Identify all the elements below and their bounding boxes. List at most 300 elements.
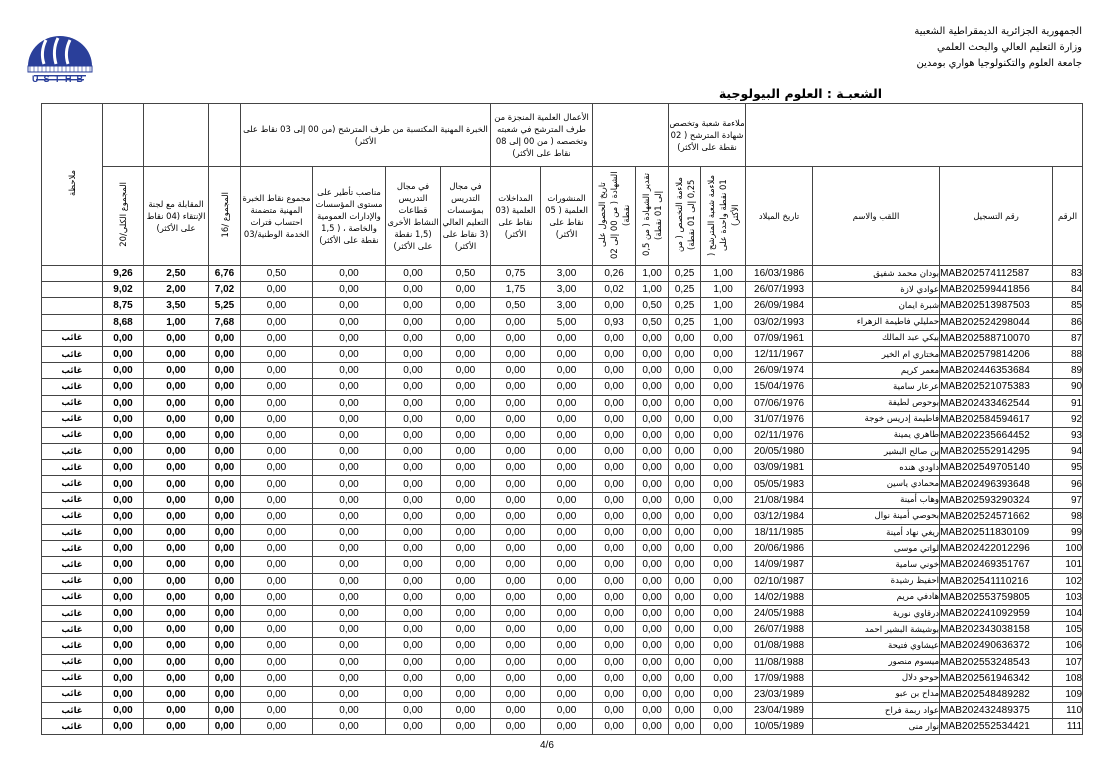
cell-publications: 0,00 [541,508,593,524]
col-degree-grade-header: تقدير الشهادة ( من 0,5 إلى 01 نقطة) [636,167,669,266]
cell-exp-sectors: 0,00 [386,605,441,621]
cell-exp-total: 0,00 [241,314,313,330]
cell-degree-date: 0,00 [593,573,636,589]
cell-exp-total: 0,00 [241,330,313,346]
cell-branch-fit: 0,00 [701,508,746,524]
cell-exp-sectors: 0,00 [386,282,441,298]
cell-exp-higher: 0,00 [441,719,491,735]
cell-exp-total: 0,00 [241,573,313,589]
cell-degree-date: 0,00 [593,330,636,346]
table-row [42,460,1083,476]
col-total16-header: المجموع /16 [209,167,241,266]
table-row [42,686,1083,702]
cell-total16: 0,00 [209,346,241,362]
cell-communications: 0,00 [491,411,541,427]
cell-exp-total: 0,50 [241,266,313,282]
cell-branch-fit: 0,00 [701,363,746,379]
cell-no: 83 [1053,266,1083,282]
cell-branch-fit: 0,00 [701,525,746,541]
cell-total20: 0,00 [103,508,144,524]
table-row [42,444,1083,460]
cell-branch-fit: 0,00 [701,476,746,492]
institution-header [914,24,1082,72]
cell-interview: 0,00 [144,541,209,557]
cell-total16: 0,00 [209,508,241,524]
cell-degree-grade: 0,00 [636,638,669,654]
cell-name: هادفي مريم [813,589,940,605]
table-row [42,573,1083,589]
cell-total16: 0,00 [209,541,241,557]
cell-birth: 03/02/1993 [746,314,813,330]
table-row [42,379,1083,395]
cell-degree-grade: 0,00 [636,654,669,670]
table-row [42,557,1083,573]
cell-degree-date: 0,00 [593,492,636,508]
cell-birth: 20/06/1986 [746,541,813,557]
cell-degree-grade: 0,00 [636,330,669,346]
cell-branch-fit: 0,00 [701,589,746,605]
cell-exp-higher: 0,00 [441,395,491,411]
cell-exp-mgmt: 0,00 [313,525,386,541]
cell-birth: 26/07/1988 [746,622,813,638]
table-row [42,298,1083,314]
cell-spec-fit: 0,00 [669,557,701,573]
cell-no: 107 [1053,654,1083,670]
col-reg-header: رقم التسجيل [940,167,1053,266]
cell-degree-date: 0,00 [593,346,636,362]
cell-degree-date: 0,00 [593,411,636,427]
cell-publications: 0,00 [541,670,593,686]
table-row [42,427,1083,443]
cell-exp-total: 0,00 [241,379,313,395]
cell-degree-grade: 0,00 [636,363,669,379]
cell-name: لواتي موسى [813,541,940,557]
cell-note: غائب [42,541,103,557]
cell-exp-sectors: 0,00 [386,622,441,638]
col-note-header: ملاحظة [42,104,103,266]
cell-communications: 1,75 [491,282,541,298]
cell-communications: 0,75 [491,266,541,282]
cell-degree-grade: 0,00 [636,703,669,719]
cell-branch-fit: 1,00 [701,282,746,298]
cell-exp-sectors: 0,00 [386,557,441,573]
cell-interview: 0,00 [144,508,209,524]
cell-degree-grade: 0,50 [636,298,669,314]
cell-branch-fit: 0,00 [701,638,746,654]
cell-exp-mgmt: 0,00 [313,605,386,621]
cell-communications: 0,00 [491,395,541,411]
cell-exp-mgmt: 0,00 [313,492,386,508]
cell-birth: 23/04/1989 [746,703,813,719]
cell-branch-fit: 0,00 [701,379,746,395]
cell-degree-date: 0,00 [593,541,636,557]
col-birth-header: تاريخ الميلاد [746,167,813,266]
cell-spec-fit: 0,00 [669,686,701,702]
cell-birth: 03/12/1984 [746,508,813,524]
table-row [42,476,1083,492]
cell-reg: MAB202521075383 [940,379,1053,395]
cell-note: غائب [42,605,103,621]
cell-exp-higher: 0,00 [441,314,491,330]
cell-branch-fit: 0,00 [701,460,746,476]
cell-exp-total: 0,00 [241,605,313,621]
cell-total16: 6,76 [209,266,241,282]
cell-no: 98 [1053,508,1083,524]
cell-exp-mgmt: 0,00 [313,476,386,492]
cell-branch-fit: 0,00 [701,703,746,719]
cell-degree-grade: 0,00 [636,670,669,686]
cell-interview: 1,00 [144,314,209,330]
cell-spec-fit: 0,00 [669,395,701,411]
cell-note [42,266,103,282]
cell-exp-sectors: 0,00 [386,719,441,735]
cell-note: غائب [42,589,103,605]
cell-publications: 5,00 [541,314,593,330]
cell-no: 95 [1053,460,1083,476]
col-communications-header: المداخلات العلمية (03 نقاط على الأكثر) [491,167,541,266]
cell-exp-mgmt: 0,00 [313,703,386,719]
cell-birth: 23/03/1989 [746,686,813,702]
cell-exp-higher: 0,00 [441,589,491,605]
cell-spec-fit: 0,00 [669,525,701,541]
cell-exp-mgmt: 0,00 [313,266,386,282]
cell-exp-sectors: 0,00 [386,346,441,362]
cell-degree-date: 0,00 [593,670,636,686]
cell-communications: 0,00 [491,508,541,524]
cell-exp-higher: 0,00 [441,298,491,314]
cell-exp-mgmt: 0,00 [313,298,386,314]
cell-degree-grade: 0,00 [636,411,669,427]
cell-branch-fit: 0,00 [701,686,746,702]
cell-total16: 0,00 [209,703,241,719]
cell-exp-sectors: 0,00 [386,508,441,524]
group-works-header: الأعمال العلمية المنجزة من طرف المترشح في شعبته وتخصصه ( من 00 إلى 08 نقاط على الأكثر) [491,104,593,167]
cell-no: 88 [1053,346,1083,362]
cell-branch-fit: 0,00 [701,541,746,557]
cell-name: عرعار سامية [813,379,940,395]
cell-reg: MAB202446353684 [940,363,1053,379]
cell-birth: 02/10/1987 [746,573,813,589]
table-row [42,589,1083,605]
cell-spec-fit: 0,00 [669,476,701,492]
cell-reg: MAB202579814206 [940,346,1053,362]
cell-exp-total: 0,00 [241,444,313,460]
cell-publications: 0,00 [541,719,593,735]
cell-exp-total: 0,00 [241,363,313,379]
table-row [42,282,1083,298]
cell-branch-fit: 0,00 [701,427,746,443]
results-table [41,103,1083,735]
cell-no: 92 [1053,411,1083,427]
cell-exp-total: 0,00 [241,654,313,670]
cell-exp-sectors: 0,00 [386,298,441,314]
cell-degree-grade: 0,00 [636,508,669,524]
cell-publications: 3,00 [541,282,593,298]
blank-header [103,104,144,167]
cell-publications: 0,00 [541,638,593,654]
cell-total16: 0,00 [209,686,241,702]
cell-degree-grade: 0,00 [636,476,669,492]
cell-degree-grade: 0,00 [636,622,669,638]
cell-note: غائب [42,460,103,476]
cell-degree-date: 0,00 [593,622,636,638]
cell-publications: 0,00 [541,622,593,638]
cell-exp-sectors: 0,00 [386,363,441,379]
cell-reg: MAB202553248543 [940,654,1053,670]
cell-name: خوني سامية [813,557,940,573]
cell-interview: 0,00 [144,444,209,460]
cell-publications: 0,00 [541,476,593,492]
cell-exp-total: 0,00 [241,427,313,443]
cell-exp-sectors: 0,00 [386,266,441,282]
cell-spec-fit: 0,00 [669,654,701,670]
cell-degree-date: 0,00 [593,703,636,719]
cell-interview: 0,00 [144,573,209,589]
cell-reg: MAB202490636372 [940,638,1053,654]
cell-degree-grade: 0,00 [636,686,669,702]
cell-name: بوشيشة البشير احمد [813,622,940,638]
cell-publications: 0,00 [541,379,593,395]
cell-note: غائب [42,638,103,654]
cell-communications: 0,00 [491,573,541,589]
cell-exp-mgmt: 0,00 [313,622,386,638]
cell-total16: 0,00 [209,379,241,395]
cell-total20: 0,00 [103,605,144,621]
cell-no: 85 [1053,298,1083,314]
cell-total16: 5,25 [209,298,241,314]
col-interview-header: المقابلة مع لجنة الإنتقاء (04 نقاط على الأكثر) [144,167,209,266]
page-number: 4/6 [540,740,554,751]
cell-interview: 0,00 [144,670,209,686]
cell-communications: 0,00 [491,622,541,638]
cell-interview: 3,50 [144,298,209,314]
cell-name: طاهري يمينة [813,427,940,443]
cell-branch-fit: 1,00 [701,266,746,282]
cell-exp-mgmt: 0,00 [313,427,386,443]
cell-no: 97 [1053,492,1083,508]
cell-spec-fit: 0,00 [669,492,701,508]
cell-exp-higher: 0,00 [441,460,491,476]
cell-communications: 0,00 [491,314,541,330]
cell-exp-higher: 0,00 [441,638,491,654]
cell-interview: 0,00 [144,346,209,362]
cell-degree-date: 0,00 [593,686,636,702]
cell-degree-date: 0,00 [593,460,636,476]
cell-exp-mgmt: 0,00 [313,686,386,702]
cell-exp-mgmt: 0,00 [313,670,386,686]
cell-name: وهاب أمينة [813,492,940,508]
cell-degree-date: 0,00 [593,427,636,443]
cell-degree-grade: 0,00 [636,605,669,621]
cell-total20: 0,00 [103,670,144,686]
cell-no: 102 [1053,573,1083,589]
cell-no: 93 [1053,427,1083,443]
cell-exp-total: 0,00 [241,298,313,314]
cell-reg: MAB202513987503 [940,298,1053,314]
cell-exp-higher: 0,00 [441,346,491,362]
cell-no: 110 [1053,703,1083,719]
cell-communications: 0,00 [491,492,541,508]
cell-total20: 0,00 [103,379,144,395]
cell-name: فاطيمة إدريس خوجة [813,411,940,427]
cell-note: غائب [42,622,103,638]
logo-text: USTHB [32,74,88,84]
cell-interview: 0,00 [144,686,209,702]
cell-note [42,282,103,298]
cell-name: مداح بن عبو [813,686,940,702]
cell-publications: 0,00 [541,363,593,379]
cell-interview: 0,00 [144,363,209,379]
cell-degree-date: 0,00 [593,525,636,541]
cell-exp-total: 0,00 [241,703,313,719]
cell-branch-fit: 0,00 [701,444,746,460]
cell-total16: 7,02 [209,282,241,298]
blank-header [144,104,209,167]
cell-exp-sectors: 0,00 [386,638,441,654]
cell-exp-higher: 0,00 [441,525,491,541]
cell-name: بودان محمد شفيق [813,266,940,282]
cell-note: غائب [42,686,103,702]
cell-exp-higher: 0,00 [441,622,491,638]
cell-branch-fit: 0,00 [701,719,746,735]
cell-interview: 0,00 [144,605,209,621]
cell-branch-fit: 0,00 [701,346,746,362]
cell-spec-fit: 0,00 [669,363,701,379]
cell-interview: 0,00 [144,427,209,443]
cell-reg: MAB202511830109 [940,525,1053,541]
table-row [42,525,1083,541]
cell-branch-fit: 0,00 [701,573,746,589]
cell-total20: 0,00 [103,541,144,557]
cell-exp-total: 0,00 [241,346,313,362]
cell-degree-grade: 0,00 [636,395,669,411]
cell-interview: 0,00 [144,654,209,670]
cell-name: عوادي لازة [813,282,940,298]
cell-publications: 0,00 [541,330,593,346]
cell-degree-date: 0,93 [593,314,636,330]
cell-total16: 0,00 [209,476,241,492]
cell-spec-fit: 0,00 [669,411,701,427]
cell-interview: 0,00 [144,492,209,508]
cell-birth: 01/08/1988 [746,638,813,654]
cell-exp-total: 0,00 [241,670,313,686]
cell-birth: 11/08/1988 [746,654,813,670]
cell-publications: 0,00 [541,654,593,670]
cell-degree-date: 0,26 [593,266,636,282]
cell-interview: 0,00 [144,460,209,476]
cell-spec-fit: 0,00 [669,427,701,443]
table-row [42,411,1083,427]
cell-exp-total: 0,00 [241,557,313,573]
cell-publications: 0,00 [541,589,593,605]
cell-name: بوحوص لطيفة [813,395,940,411]
cell-total20: 0,00 [103,703,144,719]
cell-spec-fit: 0,25 [669,266,701,282]
cell-exp-sectors: 0,00 [386,379,441,395]
cell-no: 111 [1053,719,1083,735]
cell-birth: 14/02/1988 [746,589,813,605]
cell-branch-fit: 0,00 [701,605,746,621]
cell-total16: 0,00 [209,654,241,670]
cell-total20: 0,00 [103,622,144,638]
cell-exp-mgmt: 0,00 [313,638,386,654]
cell-degree-grade: 0,00 [636,346,669,362]
cell-total20: 0,00 [103,395,144,411]
cell-no: 84 [1053,282,1083,298]
cell-birth: 03/09/1981 [746,460,813,476]
cell-no: 105 [1053,622,1083,638]
cell-degree-grade: 0,00 [636,557,669,573]
table-row [42,605,1083,621]
col-branch-fit-header: ملاءمة شعبة المترشح ( 01 نقطة واحدة على الأكثر) [701,167,746,266]
cell-total20: 0,00 [103,330,144,346]
cell-note: غائب [42,525,103,541]
cell-total16: 0,00 [209,573,241,589]
cell-reg: MAB202496393648 [940,476,1053,492]
cell-communications: 0,00 [491,330,541,346]
cell-degree-grade: 0,00 [636,492,669,508]
cell-exp-mgmt: 0,00 [313,363,386,379]
table-row [42,541,1083,557]
cell-exp-higher: 0,00 [441,476,491,492]
cell-name: احفيظ رشيدة [813,573,940,589]
cell-interview: 0,00 [144,379,209,395]
cell-reg: MAB202588710070 [940,330,1053,346]
cell-exp-sectors: 0,00 [386,686,441,702]
cell-publications: 0,00 [541,427,593,443]
cell-degree-date: 0,00 [593,379,636,395]
cell-birth: 26/09/1984 [746,298,813,314]
cell-exp-total: 0,00 [241,282,313,298]
cell-total16: 0,00 [209,525,241,541]
cell-note: غائب [42,379,103,395]
cell-note: غائب [42,492,103,508]
col-total20-header: المجموع الكلي/20 [103,167,144,266]
cell-publications: 0,00 [541,525,593,541]
cell-branch-fit: 0,00 [701,395,746,411]
cell-exp-sectors: 0,00 [386,525,441,541]
cell-exp-higher: 0,00 [441,444,491,460]
cell-exp-sectors: 0,00 [386,314,441,330]
cell-reg: MAB202469351767 [940,557,1053,573]
cell-spec-fit: 0,00 [669,444,701,460]
cell-name: محمادي ياسين [813,476,940,492]
cell-total16: 0,00 [209,460,241,476]
cell-reg: MAB202599441856 [940,282,1053,298]
cell-name: نوار منى [813,719,940,735]
cell-reg: MAB202584594617 [940,411,1053,427]
cell-branch-fit: 1,00 [701,314,746,330]
cell-birth: 24/05/1988 [746,605,813,621]
cell-no: 100 [1053,541,1083,557]
col-exp-mgmt-header: مناصب تأطير على مستوى المؤسسات والإدارات العمومية والخاصة ، ( 1,5 نقطة على الأكثر) [313,167,386,266]
cell-birth: 18/11/1985 [746,525,813,541]
cell-birth: 15/04/1976 [746,379,813,395]
cell-interview: 0,00 [144,719,209,735]
group-experience-header: الخبرة المهنية المكتسبة من طرف المترشح (من 00 إلى 03 نقاط على الأكثر) [241,104,491,167]
cell-exp-total: 0,00 [241,508,313,524]
cell-publications: 0,00 [541,686,593,702]
cell-total16: 0,00 [209,363,241,379]
col-spec-fit-header: ملاءمة التخصص ( من 0,25 إلى 01 نقطة) [669,167,701,266]
cell-degree-grade: 1,00 [636,266,669,282]
cell-note: غائب [42,508,103,524]
cell-branch-fit: 0,00 [701,557,746,573]
blank-header [593,104,669,167]
cell-spec-fit: 0,00 [669,589,701,605]
cell-spec-fit: 0,00 [669,638,701,654]
cell-spec-fit: 0,00 [669,605,701,621]
